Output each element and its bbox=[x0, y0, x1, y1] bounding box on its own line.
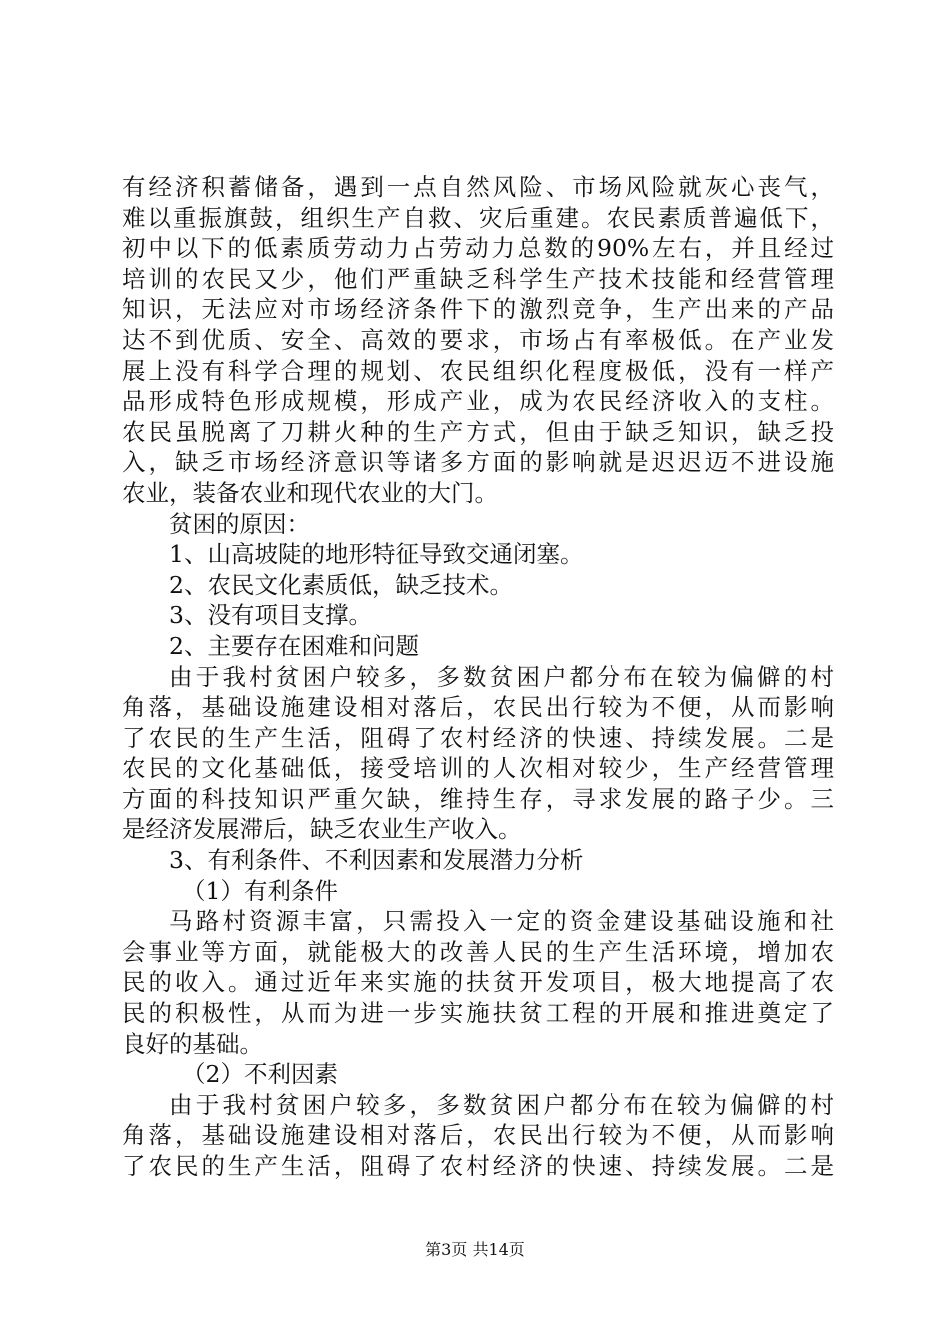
text-line: 农民的文化基础低，接受培训的人次相对较少，生产经营管理 bbox=[122, 754, 834, 783]
text-line: 了农民的生产生活，阻碍了农村经济的快速、持续发展。二是 bbox=[122, 723, 834, 752]
text-line: （1）有利条件 bbox=[182, 876, 338, 905]
text-line: 贫困的原因： bbox=[169, 509, 310, 538]
text-line: 农民虽脱离了刀耕火种的生产方式，但由于缺乏知识，缺乏投 bbox=[122, 417, 834, 446]
text-line: 由于我村贫困户较多，多数贫困户都分布在较为偏僻的村 bbox=[169, 1090, 834, 1119]
text-line: 初中以下的低素质劳动力占劳动力总数的90%左右，并且经过 bbox=[122, 234, 834, 263]
text-line: 有经济积蓄储备，遇到一点自然风险、市场风险就灰心丧气， bbox=[122, 173, 834, 201]
text-line: 2、主要存在困难和问题 bbox=[169, 631, 419, 660]
text-line: 培训的农民又少，他们严重缺乏科学生产技术技能和经营管理 bbox=[122, 264, 834, 293]
text-line: 展上没有科学合理的规划、农民组织化程度极低，没有一样产 bbox=[122, 356, 834, 385]
text-line: 品形成特色形成规模，形成产业，成为农民经济收入的支柱。 bbox=[122, 387, 834, 416]
text-line: 农业，装备农业和现代农业的大门。 bbox=[122, 478, 498, 507]
document-body bbox=[122, 172, 834, 1182]
text-line: 3、没有项目支撑。 bbox=[169, 601, 372, 630]
text-line: 民的收入。通过近年来实施的扶贫开发项目，极大地提高了农 bbox=[122, 968, 834, 997]
text-line: 角落，基础设施建设相对落后，农民出行较为不便，从而影响 bbox=[122, 693, 834, 722]
text-line: 由于我村贫困户较多，多数贫困户都分布在较为偏僻的村 bbox=[169, 662, 834, 691]
text-line: 知识，无法应对市场经济条件下的激烈竞争，生产出来的产品 bbox=[122, 295, 834, 324]
text-line: 达不到优质、安全、高效的要求，市场占有率极低。在产业发 bbox=[122, 325, 834, 354]
text-line: 会事业等方面，就能极大的改善人民的生产生活环境，增加农 bbox=[122, 937, 834, 966]
text-line: 入，缺乏市场经济意识等诸多方面的影响就是迟迟迈不进设施 bbox=[122, 448, 834, 477]
text-line: 难以重振旗鼓，组织生产自救、灾后重建。农民素质普遍低下， bbox=[122, 203, 834, 232]
text-line: 了农民的生产生活，阻碍了农村经济的快速、持续发展。二是 bbox=[122, 1152, 834, 1180]
text-line: 民的积极性，从而为进一步实施扶贫工程的开展和推进奠定了 bbox=[122, 999, 834, 1028]
text-line: 1、山高坡陡的地形特征导致交通闭塞。 bbox=[169, 540, 584, 569]
text-line: 角落，基础设施建设相对落后，农民出行较为不便，从而影响 bbox=[122, 1121, 834, 1150]
text-line: 是经济发展滞后，缺乏农业生产收入。 bbox=[122, 815, 522, 844]
text-line: 方面的科技知识严重欠缺，维持生存，寻求发展的路子少。三 bbox=[122, 784, 834, 813]
text-line: （2）不利因素 bbox=[182, 1060, 338, 1089]
text-line: 2、农民文化素质低，缺乏技术。 bbox=[169, 570, 513, 599]
page-footer: 第3页 共14页 bbox=[425, 1240, 525, 1259]
text-line: 良好的基础。 bbox=[122, 1029, 263, 1058]
text-line: 3、有利条件、不利因素和发展潜力分析 bbox=[169, 846, 584, 875]
text-line: 马路村资源丰富，只需投入一定的资金建设基础设施和社 bbox=[169, 907, 834, 936]
